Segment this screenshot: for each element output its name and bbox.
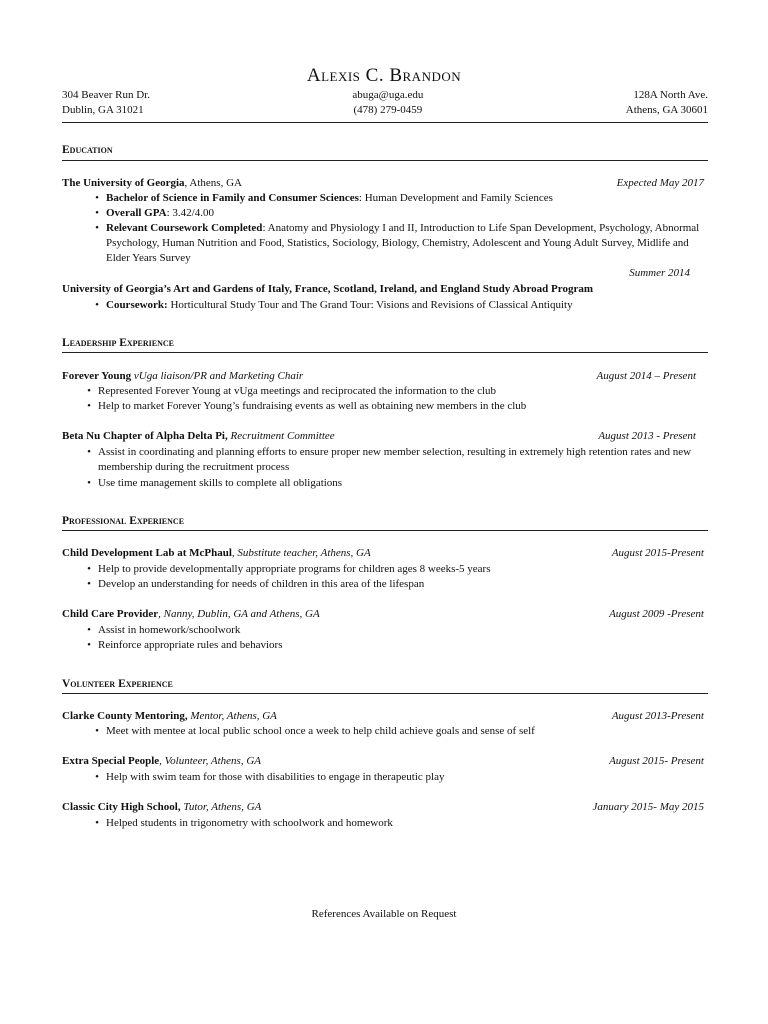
bullet-icon: • [95, 725, 99, 737]
entry-date: August 2015-Present [611, 547, 704, 559]
entry-heading [62, 176, 242, 191]
list-item [88, 191, 705, 206]
leadership-entry-adpi [62, 429, 704, 444]
school-location: , Athens, GA [184, 177, 242, 189]
bullet-icon: • [87, 477, 91, 489]
program-name: University of Georgia’s Art and Gardens of Italy, France, Scotland, Ireland, and England Study Abroad Program [62, 283, 593, 295]
email-phone [352, 88, 423, 118]
entry-date: Expected May 2017 [616, 177, 704, 189]
bullet-icon: • [95, 817, 99, 829]
list-item: • Use time management skills to complete all obligations [80, 476, 705, 491]
list-item: • Helped students in trigonometry with schoolwork and homework [88, 816, 705, 831]
contact-block [62, 88, 708, 118]
education-entry-uga [62, 176, 704, 191]
abroad-date-row [62, 266, 704, 281]
volunteer-entry-esp [62, 754, 704, 769]
list-item: • Help to market Forever Young’s fundraising events as well as obtaining new members in the club [80, 399, 705, 414]
org-name: Extra Special People [62, 755, 160, 767]
list-item [88, 206, 705, 221]
org-name: Forever Young [62, 370, 132, 382]
school-address-line2: Athens, GA 30601 [625, 104, 708, 116]
role: , Nanny, Dublin, GA and Athens, GA [158, 608, 320, 620]
entry-date: August 2015- Present [609, 755, 704, 767]
role: Tutor, Athens, GA [180, 801, 262, 813]
gpa-text: : 3.42/4.00 [166, 207, 214, 219]
entry-date: January 2015- May 2015 [592, 801, 704, 813]
list-item: • Assist in homework/schoolwork [80, 623, 705, 638]
education-heading: Education [62, 144, 113, 156]
bullet-icon: • [87, 639, 91, 651]
list-item [88, 221, 705, 266]
bullet-icon: • [87, 400, 91, 412]
leadership-divider [62, 352, 708, 353]
entry-date: Summer 2014 [629, 267, 690, 279]
list-item: • Help with swim team for those with disabilities to engage in therapeutic play [88, 770, 705, 785]
coursework-text: : Anatomy and Physiology I and II, Introduction to Life Span Development, Psychology, Abnormal Psychology, Human Nutrition and Food, Statistics, Sociology, Biology, Chemistry, Adolescent and Young Adult Survey, Midlife and Elder Years Survey [106, 222, 700, 264]
bullet-icon: • [87, 446, 91, 458]
professional-divider [62, 530, 708, 531]
org-name: Beta Nu Chapter of Alpha Delta Pi, [62, 430, 228, 442]
degree-text: : Human Development and Family Sciences [358, 192, 553, 204]
role: , Volunteer, Athens, GA [159, 755, 261, 767]
role: , Substitute teacher, Athens, GA [231, 547, 371, 559]
professional-entry-mcphaul [62, 546, 704, 561]
list-item: • Meet with mentee at local public school once a week to help child achieve goals and sense of self [88, 724, 705, 739]
candidate-name: Alexis C. Brandon [306, 65, 462, 86]
list-item: • Represented Forever Young at vUga meetings and reciprocated the information to the club [80, 384, 705, 399]
list-item: • Develop an understanding for needs of children in this area of the lifespan [80, 577, 705, 592]
leadership-entry-forever-young [62, 369, 704, 384]
org-name: Clarke County Mentoring, [62, 710, 188, 722]
role: Recruitment Committee [227, 430, 335, 442]
home-address-line1: 304 Beaver Run Dr. [62, 89, 150, 101]
role: Mentor, Athens, GA [187, 710, 277, 722]
references-note: References Available on Request [311, 908, 457, 920]
volunteer-heading: Volunteer Experience [62, 678, 173, 690]
coursework-label: Relevant Coursework Completed [106, 222, 263, 234]
list-item: • Reinforce appropriate rules and behaviors [80, 638, 705, 653]
home-address-line2: Dublin, GA 31021 [62, 104, 144, 116]
school-name: The University of Georgia [62, 177, 185, 189]
gpa-label: Overall GPA [106, 207, 167, 219]
professional-entry-child-care [62, 607, 704, 622]
bullet-icon: • [95, 207, 99, 219]
volunteer-entry-clarke [62, 709, 704, 724]
entry-date: August 2014 – Present [596, 370, 696, 382]
list-item: • Assist in coordinating and planning efforts to ensure proper new member selection, resulting in extremely high retention rates and new membership during the recruitment process [80, 445, 705, 475]
education-entry-abroad [62, 282, 704, 297]
bullet-icon: • [95, 771, 99, 783]
volunteer-entry-cchs [62, 800, 704, 815]
bullet-icon: • [87, 578, 91, 590]
entry-date: August 2013-Present [611, 710, 704, 722]
entry-date: August 2013 - Present [598, 430, 696, 442]
degree-label: Bachelor of Science in Family and Consumer Sciences [106, 192, 359, 204]
school-address-line1: 128A North Ave. [633, 89, 708, 101]
home-address [62, 88, 150, 118]
list-item [88, 298, 705, 313]
org-name: Classic City High School, [62, 801, 181, 813]
entry-date: August 2009 -Present [609, 608, 704, 620]
email: abuga@uga.edu [352, 89, 424, 101]
bullet-icon: • [87, 385, 91, 397]
list-item: • Help to provide developmentally appropriate programs for children ages 8 weeks-5 years [80, 562, 705, 577]
coursework-text: Horticultural Study Tour and The Grand Tour: Visions and Revisions of Classical Antiquity [167, 299, 573, 311]
header-divider [62, 122, 708, 123]
phone: (478) 279-0459 [353, 104, 423, 116]
volunteer-divider [62, 693, 708, 694]
bullet-icon: • [87, 624, 91, 636]
role: vUga liaison/PR and Marketing Chair [131, 370, 304, 382]
education-divider [62, 160, 708, 161]
leadership-heading: Leadership Experience [62, 337, 175, 349]
bullet-icon: • [95, 192, 99, 204]
org-name: Child Development Lab at McPhaul [62, 547, 232, 559]
bullet-icon: • [87, 563, 91, 575]
org-name: Child Care Provider [62, 608, 159, 620]
school-address [626, 88, 708, 118]
bullet-icon: • [95, 299, 99, 311]
professional-heading: Professional Experience [62, 515, 185, 527]
bullet-icon: • [95, 222, 99, 234]
coursework-label: Coursework: [106, 299, 168, 311]
